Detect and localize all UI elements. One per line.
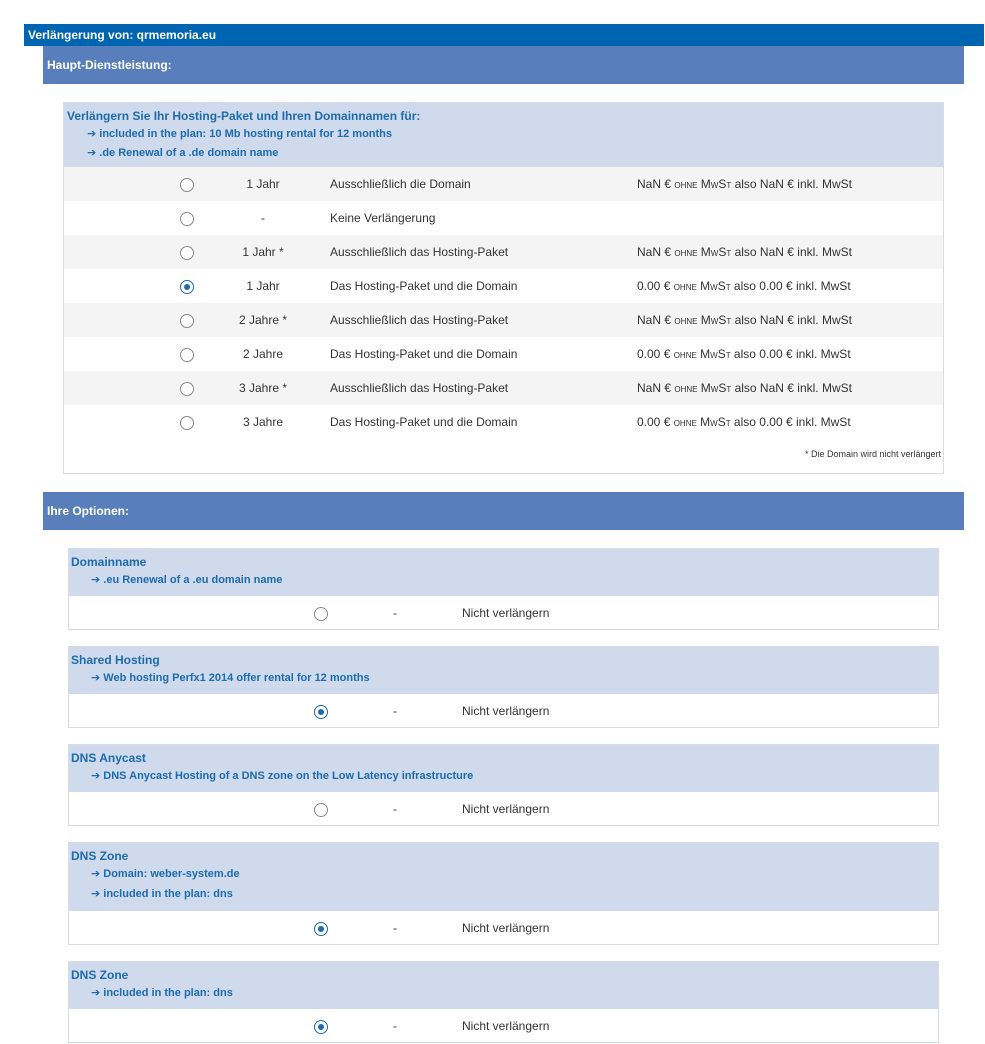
renewal-option-row[interactable] — [64, 269, 943, 303]
renewal-option-radio[interactable] — [180, 178, 194, 192]
renewal-price-gross: also 0.00 € inkl. MwSt — [730, 415, 851, 429]
renewal-price — [637, 371, 852, 405]
main-service-line: ➔ included in the plan: 10 Mb hosting rental for 12 months — [87, 128, 393, 140]
renewal-option-radio[interactable] — [180, 212, 194, 226]
option-row[interactable] — [69, 1009, 938, 1043]
option-row[interactable] — [69, 911, 938, 945]
renewal-duration: 2 Jahre — [242, 347, 284, 361]
renewal-price-gross: also NaN € inkl. MwSt — [731, 177, 852, 191]
renewal-description: Das Hosting-Paket und die Domain — [330, 415, 518, 429]
renewal-option-radio[interactable] — [180, 416, 194, 430]
renewal-duration: 1 Jahr — [246, 177, 280, 191]
option-label: Nicht verlängern — [462, 1019, 550, 1033]
renewal-duration: 3 Jahre * — [238, 381, 288, 395]
renewal-price-label: ohne MwSt — [674, 313, 732, 327]
main-service-panel — [63, 102, 944, 474]
renewal-option-radio[interactable] — [180, 348, 194, 362]
main-service-panel-title: Verlängern Sie Ihr Hosting-Paket und Ihren Domainnamen für: — [67, 109, 421, 123]
option-radio[interactable] — [314, 607, 328, 621]
renewal-duration: 1 Jahr * — [242, 245, 284, 259]
option-duration: - — [393, 1019, 397, 1033]
option-duration: - — [393, 921, 397, 935]
option-panel — [68, 646, 939, 728]
option-panel-header — [69, 549, 938, 596]
renewal-price-net: NaN € — [637, 177, 675, 191]
option-duration: - — [393, 606, 397, 620]
renewal-price-label: ohne MwSt — [674, 381, 732, 395]
renewal-price-label: ohne MwSt — [673, 415, 731, 429]
renewal-price — [637, 337, 851, 371]
renewal-option-row[interactable] — [64, 405, 943, 439]
option-row[interactable] — [69, 596, 938, 630]
option-panel-header — [69, 745, 938, 792]
main-service-section-title: Haupt-Dienstleistung: — [43, 46, 964, 84]
option-duration: - — [393, 802, 397, 816]
main-service-panel-header — [64, 103, 943, 167]
renewal-description: Keine Verlängerung — [330, 211, 436, 225]
renewal-price-net: NaN € — [637, 313, 675, 327]
renewal-description: Das Hosting-Paket und die Domain — [330, 347, 518, 361]
renewal-option-row[interactable] — [64, 303, 943, 337]
option-detail-line: ➔ DNS Anycast Hosting of a DNS zone on the Low Latency infrastructure — [91, 770, 474, 782]
renewal-price-net: NaN € — [637, 381, 675, 395]
renewal-duration: - — [261, 211, 265, 225]
option-panel — [68, 842, 939, 945]
option-panel-header — [69, 843, 938, 911]
renewal-description: Ausschließlich das Hosting-Paket — [330, 313, 509, 327]
renewal-price-label: ohne MwSt — [673, 347, 731, 361]
renewal-price-net: 0.00 € — [637, 347, 674, 361]
option-detail-line: ➔ .eu Renewal of a .eu domain name — [91, 574, 283, 586]
renewal-price — [637, 269, 851, 303]
main-service-line: ➔ .de Renewal of a .de domain name — [87, 147, 279, 159]
option-label: Nicht verlängern — [462, 802, 550, 816]
renewal-price-label: ohne MwSt — [674, 245, 732, 259]
option-duration: - — [393, 704, 397, 718]
option-radio[interactable] — [314, 803, 328, 817]
option-detail-line: ➔ Domain: weber-system.de — [91, 868, 240, 880]
option-title: Domainname — [71, 555, 147, 569]
option-row[interactable] — [69, 792, 938, 826]
renewal-option-radio[interactable] — [180, 280, 194, 294]
renewal-price-gross: also 0.00 € inkl. MwSt — [730, 347, 851, 361]
renewal-price — [637, 235, 852, 269]
renewal-price-net: 0.00 € — [637, 279, 674, 293]
option-title: Shared Hosting — [71, 653, 160, 667]
renewal-description: Ausschließlich das Hosting-Paket — [330, 245, 509, 259]
renewal-price-gross: also 0.00 € inkl. MwSt — [730, 279, 851, 293]
option-detail-line: ➔ included in the plan: dns — [91, 888, 233, 900]
option-detail-line: ➔ Web hosting Perfx1 2014 offer rental for 12 months — [91, 672, 370, 684]
renewal-duration: 3 Jahre — [242, 415, 284, 429]
option-panel — [68, 548, 939, 630]
renewal-price-net: NaN € — [637, 245, 675, 259]
option-panel-header — [69, 647, 938, 694]
option-label: Nicht verlängern — [462, 921, 550, 935]
option-title: DNS Anycast — [71, 751, 146, 765]
option-panel — [68, 744, 939, 826]
renewal-option-radio[interactable] — [180, 314, 194, 328]
renewal-price-gross: also NaN € inkl. MwSt — [731, 245, 852, 259]
option-panel — [68, 961, 939, 1043]
option-panel-header — [69, 962, 938, 1009]
option-title: DNS Zone — [71, 849, 129, 863]
renewal-price — [637, 303, 852, 337]
renewal-duration: 1 Jahr — [246, 279, 280, 293]
renewal-option-row[interactable] — [64, 337, 943, 371]
option-detail-line: ➔ included in the plan: dns — [91, 987, 233, 999]
renewal-price — [637, 167, 852, 201]
renewal-option-row[interactable] — [64, 201, 943, 235]
option-label: Nicht verlängern — [462, 704, 550, 718]
option-title: DNS Zone — [71, 968, 129, 982]
option-radio[interactable] — [314, 1020, 328, 1034]
renewal-price-label: ohne MwSt — [674, 177, 732, 191]
renewal-description: Ausschließlich das Hosting-Paket — [330, 381, 509, 395]
renewal-price-gross: also NaN € inkl. MwSt — [731, 381, 852, 395]
option-label: Nicht verlängern — [462, 606, 550, 620]
renewal-price-net: 0.00 € — [637, 415, 674, 429]
footnote: * Die Domain wird nicht verlängert — [804, 449, 941, 459]
renewal-description: Ausschließlich die Domain — [330, 177, 471, 191]
renewal-option-radio[interactable] — [180, 382, 194, 396]
option-row[interactable] — [69, 694, 938, 728]
renewal-duration: 2 Jahre * — [238, 313, 288, 327]
renewal-price — [637, 405, 851, 439]
options-section-title: Ihre Optionen: — [43, 492, 964, 530]
renewal-option-radio[interactable] — [180, 246, 194, 260]
option-radio[interactable] — [314, 922, 328, 936]
renewal-description: Das Hosting-Paket und die Domain — [330, 279, 518, 293]
option-radio[interactable] — [314, 705, 328, 719]
renewal-option-row[interactable] — [64, 371, 943, 405]
renewal-option-row[interactable] — [64, 235, 943, 269]
renewal-price-label: ohne MwSt — [673, 279, 731, 293]
window-title: Verlängerung von: qrmemoria.eu — [24, 24, 984, 46]
renewal-price-gross: also NaN € inkl. MwSt — [731, 313, 852, 327]
renewal-option-row[interactable] — [64, 167, 943, 201]
